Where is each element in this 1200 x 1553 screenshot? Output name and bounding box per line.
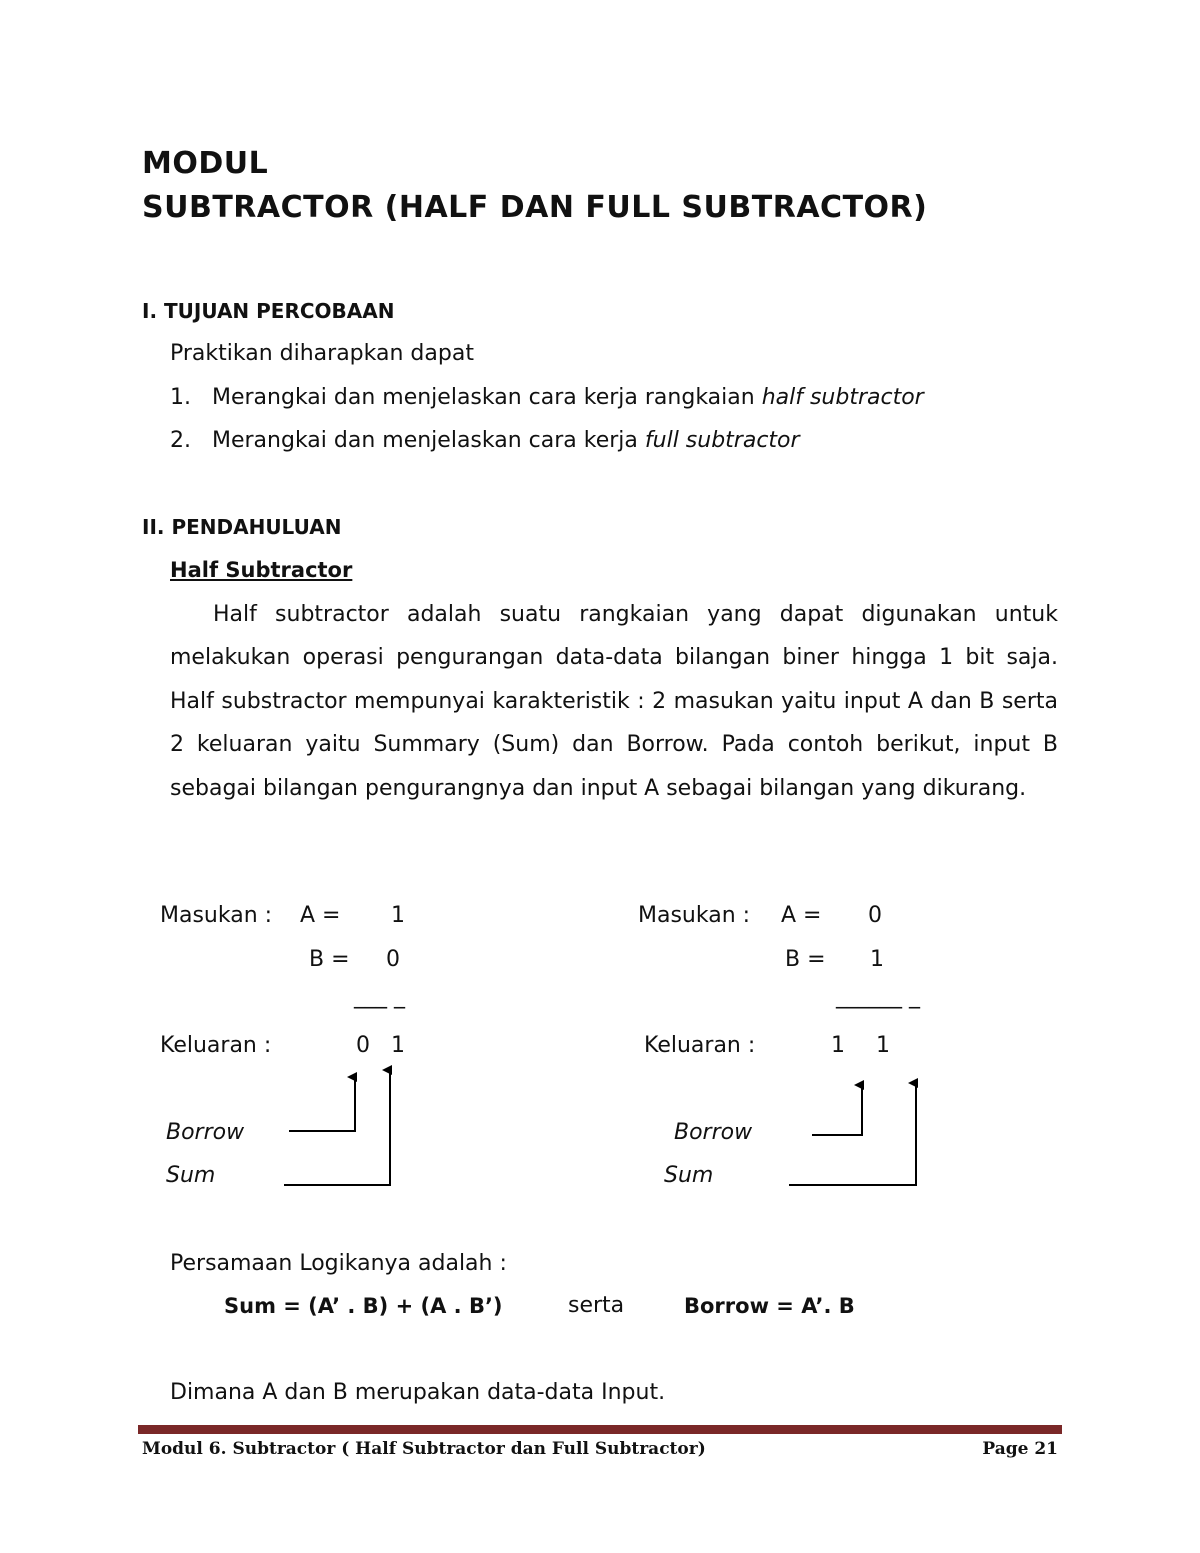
left-masukan-label: Masukan :	[160, 903, 273, 928]
left-out-borrow: 0	[356, 1033, 370, 1058]
right-b-label: B =	[785, 947, 826, 972]
section-2-heading: II. PENDAHULUAN	[142, 515, 342, 539]
left-b-value: 0	[386, 947, 400, 972]
page-number: Page 21	[982, 1439, 1058, 1459]
half-subtractor-subheading: Half Subtractor	[170, 558, 353, 582]
sum-equation: Sum = (A’ . B) + (A . B’)	[224, 1294, 503, 1318]
section-1-heading: I. TUJUAN PERCOBAAN	[142, 299, 395, 323]
section-1-intro: Praktikan diharapkan dapat	[170, 341, 474, 366]
left-sum-line: ___ _	[354, 984, 405, 1009]
left-sum-label: Sum	[166, 1163, 216, 1188]
footer-left-text: Modul 6. Subtractor ( Half Subtractor dan Full Subtractor)	[142, 1439, 706, 1459]
list-item-1-italic: half subtractor	[761, 385, 924, 410]
list-item-2-text: Merangkai dan menjelaskan cara kerja	[212, 428, 645, 453]
right-b-value: 1	[870, 947, 884, 972]
right-out-borrow: 1	[831, 1033, 845, 1058]
right-a-label: A =	[781, 903, 822, 928]
left-a-value: 1	[391, 903, 405, 928]
logic-intro: Persamaan Logikanya adalah :	[170, 1251, 507, 1276]
serta-conjunction: serta	[568, 1293, 625, 1318]
right-masukan-label: Masukan :	[638, 903, 751, 928]
left-keluaran-label: Keluaran :	[160, 1033, 272, 1058]
right-out-sum: 1	[876, 1033, 890, 1058]
input-note: Dimana A dan B merupakan data-data Input.	[170, 1380, 666, 1405]
list-item-1-number: 1.	[170, 385, 191, 410]
left-borrow-label: Borrow	[166, 1120, 245, 1145]
left-borrow-arrow	[289, 1077, 355, 1131]
right-a-value: 0	[868, 903, 882, 928]
right-borrow-arrow	[812, 1085, 862, 1135]
right-keluaran-label: Keluaran :	[644, 1033, 756, 1058]
title-line-2: SUBTRACTOR (HALF DAN FULL SUBTRACTOR)	[142, 190, 928, 225]
title-line-1: MODUL	[142, 146, 269, 181]
list-item-1-text: Merangkai dan menjelaskan cara kerja rangkaian	[212, 385, 762, 410]
right-sum-label: Sum	[664, 1163, 714, 1188]
left-sum-arrow	[284, 1070, 390, 1185]
footer-rule	[138, 1425, 1062, 1434]
half-subtractor-paragraph: Half subtractor adalah suatu rangkaian yang dapat digunakan untuk melakukan operasi pengurangan data-data bilangan biner hingga 1 bit saja. Half substractor mempunyai karakteristik : 2 masukan yaitu input A dan B serta 2 keluaran yaitu Summary (Sum) dan Borrow. Pada contoh berikut, input B sebagai bilangan pengurangnya dan input A sebagai bilangan yang dikurang.	[170, 602, 1058, 801]
left-a-label: A =	[300, 903, 341, 928]
right-sum-line: ______ _	[836, 984, 920, 1009]
right-borrow-label: Borrow	[674, 1120, 753, 1145]
left-b-label: B =	[309, 947, 350, 972]
borrow-equation: Borrow = A’. B	[684, 1294, 855, 1318]
list-item-2-italic: full subtractor	[644, 428, 800, 453]
left-out-sum: 1	[391, 1033, 405, 1058]
list-item-2-number: 2.	[170, 428, 191, 453]
